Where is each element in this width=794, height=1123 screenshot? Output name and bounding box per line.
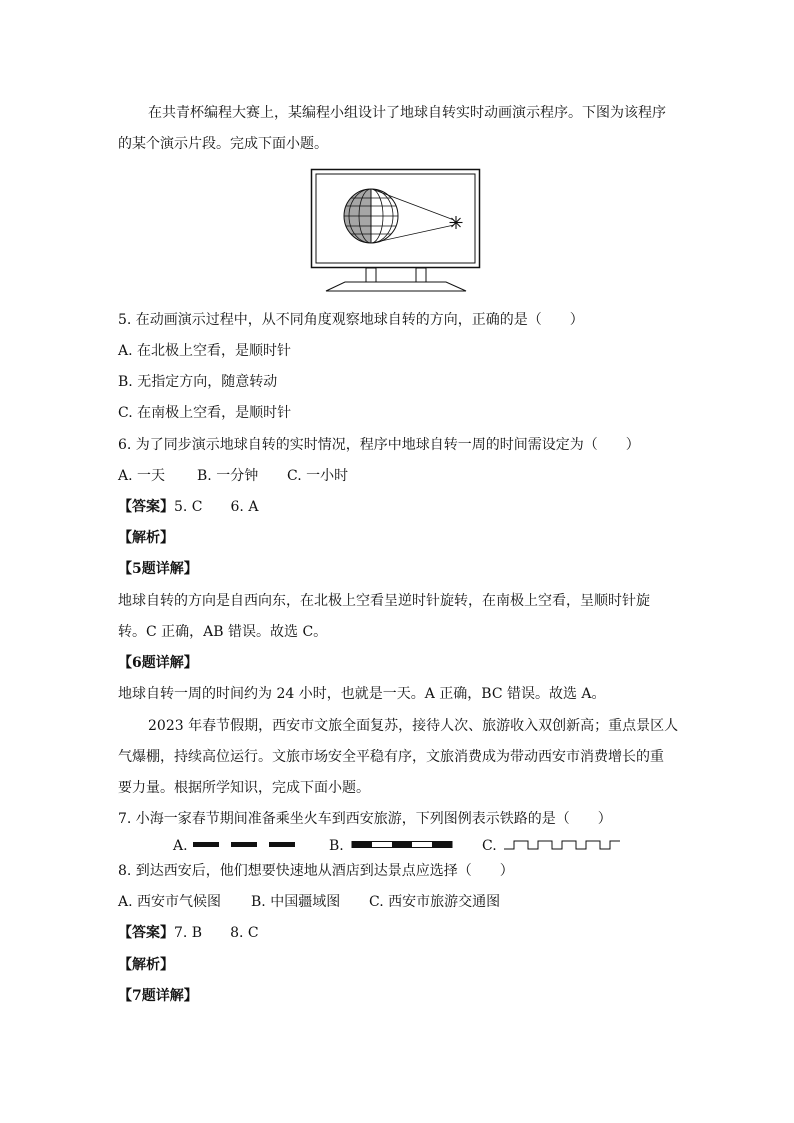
- q5-option-c: C. 在南极上空看，是顺时针: [118, 405, 292, 421]
- intro1-line1: 在共青杯编程大赛上，某编程小组设计了地球自转实时动画演示程序。下图为该程序: [148, 105, 666, 121]
- intro2-line3: 要力量。根据所学知识，完成下面小题。: [118, 780, 370, 796]
- monitor-base: [326, 282, 466, 291]
- q6-option-b: B. 一分钟: [197, 468, 259, 484]
- detail-5-line1: 地球自转的方向是自西向东，在北极上空看呈逆时针旋转，在南极上空看，呈顺时针旋: [118, 593, 650, 609]
- answer-text: 5. C 6. A: [174, 499, 259, 515]
- monitor-earth-figure: [310, 168, 482, 293]
- legend-a-dashed-line: [191, 838, 299, 852]
- answer-label: 【答案】: [118, 499, 174, 515]
- q6-stem: 6. 为了同步演示地球自转的实时情况，程序中地球自转一周的时间需设定为（ ）: [118, 437, 640, 453]
- q8-option-b: B. 中国疆域图: [251, 894, 341, 910]
- q5-option-a: A. 在北极上空看，是顺时针: [118, 343, 292, 359]
- monitor-neck-right: [416, 268, 426, 282]
- analysis-label: 【解析】: [118, 530, 174, 546]
- q7-option-b: B.: [329, 838, 344, 854]
- detail-6-line1: 地球自转一周的时间约为 24 小时，也就是一天。A 正确，BC 错误。故选 A。: [118, 686, 606, 702]
- intro2-line2: 气爆棚，持续高位运行。文旅市场安全平稳有序，文旅消费成为带动西安市消费增长的重: [118, 749, 664, 765]
- q8-option-c: C. 西安市旅游交通图: [369, 894, 501, 910]
- answer-block-2: [118, 923, 259, 943]
- q8-option-a: A. 西安市气候图: [118, 894, 222, 910]
- legend-b-railway: [351, 838, 455, 852]
- q7-option-a: A.: [173, 838, 188, 854]
- monitor-neck-left: [366, 268, 376, 282]
- q7-option-c: C.: [482, 838, 497, 854]
- detail-5-label: 【5题详解】: [118, 561, 198, 577]
- detail-7-label: 【7题详解】: [118, 988, 198, 1004]
- detail-6-label: 【6题详解】: [118, 655, 198, 671]
- intro2-line1: 2023 年春节假期，西安市文旅全面复苏，接待人次、旅游收入双创新高；重点景区人: [148, 718, 679, 734]
- answer-block-1: [118, 497, 258, 517]
- answer-label-2: 【答案】: [118, 925, 174, 941]
- q5-stem: 5. 在动画演示过程中，从不同角度观察地球自转的方向，正确的是（ ）: [118, 312, 584, 328]
- q6-option-a: A. 一天: [118, 468, 166, 484]
- intro1-line2: 的某个演示片段。完成下面小题。: [118, 136, 328, 152]
- legend-c-square-wave: [504, 838, 624, 852]
- detail-5-line2: 转。C 正确，AB 错误。故选 C。: [118, 624, 328, 640]
- q7-stem: 7. 小海一家春节期间准备乘坐火车到西安旅游，下列图例表示铁路的是（ ）: [118, 811, 612, 827]
- answer-text-2: 7. B 8. C: [174, 925, 259, 941]
- q8-stem: 8. 到达西安后，他们想要快速地从酒店到达景点应选择（ ）: [118, 863, 514, 879]
- q5-option-b: B. 无指定方向，随意转动: [118, 374, 278, 390]
- analysis-label-2: 【解析】: [118, 957, 174, 973]
- q6-option-c: C. 一小时: [287, 468, 349, 484]
